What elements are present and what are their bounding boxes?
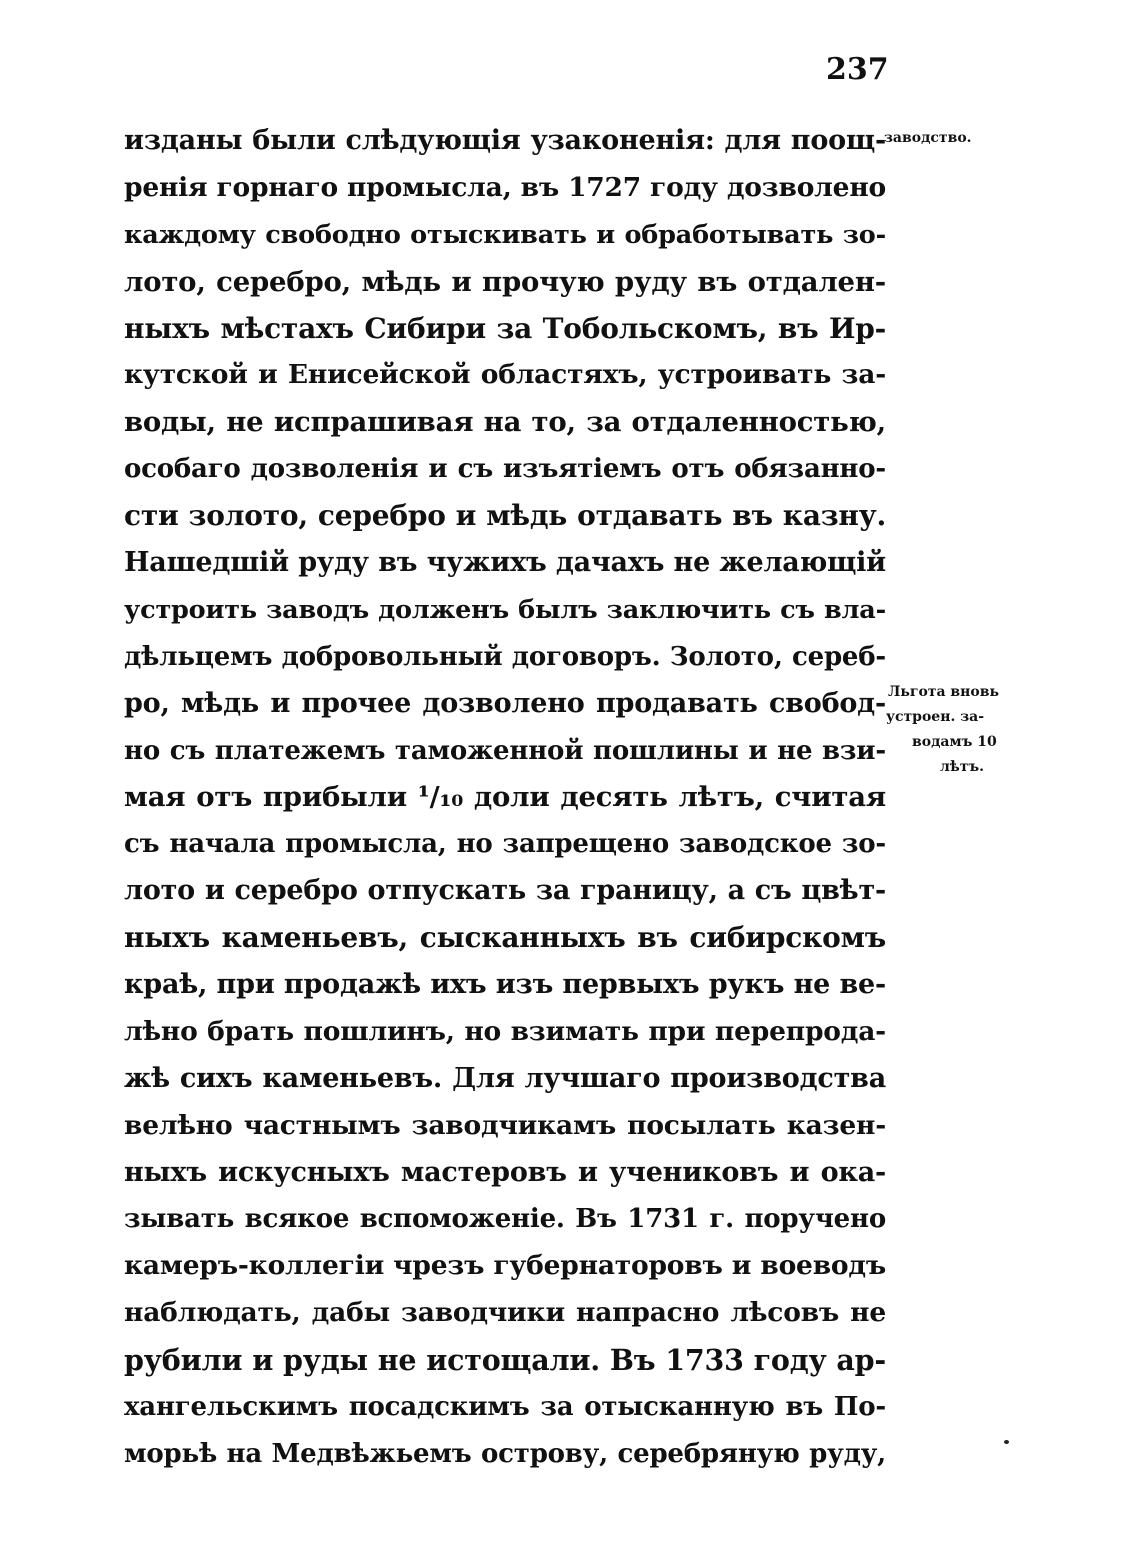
text-line: устроить заводъ долженъ былъ заключить съ вла- <box>124 594 886 625</box>
text-line: лото и серебро отпускать за границу, а съ цвѣт- <box>124 875 886 907</box>
text-line: краѣ, при продажѣ ихъ изъ первыхъ рукъ не ве- <box>124 969 886 1001</box>
text-line: каждому свободно отыскивать и обработывать зо- <box>124 219 886 250</box>
text-line: зывать всякое вспоможеніе. Въ 1731 г. поручено <box>124 1204 886 1235</box>
text-line: хангельскимъ посадскимъ за отысканную въ По- <box>124 1392 886 1423</box>
body-text <box>124 118 886 1478</box>
margin-note-line: водамъ 10 <box>912 734 997 750</box>
text-line: морьѣ на Медвѣжьемъ острову, серебряную руду, <box>124 1438 886 1469</box>
ink-speck <box>1004 1440 1009 1444</box>
margin-note-line: лѣтъ. <box>940 759 985 775</box>
text-line: лото, серебро, мѣдь и прочую руду въ отдален- <box>124 265 886 298</box>
text-line: воды, не испрашивая на то, за отдаленностью, <box>124 406 886 439</box>
text-line: камеръ-коллегіи чрезъ губернаторовъ и воеводъ <box>124 1250 886 1282</box>
text-line: ныхъ мѣстахъ Сибири за Тобольскомъ, въ Ир- <box>124 311 886 345</box>
text-line: сти золото, серебро и мѣдь отдавать въ казну. <box>124 499 886 533</box>
margin-note-production: заводство. <box>884 130 972 146</box>
text-line: особаго дозволенія и съ изъятіемъ отъ обязанно- <box>124 454 886 485</box>
text-line: велѣно частнымъ заводчикамъ посылать казен- <box>124 1109 886 1141</box>
text-line: ренія горнаго промысла, въ 1727 году дозволено <box>124 171 886 203</box>
text-line: но съ платежемъ таможенной пошлины и не взи- <box>124 735 886 766</box>
margin-note-line: Льгота вновь <box>888 684 999 700</box>
margin-note-privilege <box>880 680 1020 780</box>
text-line: лѣно брать пошлинъ, но взимать при перепрода- <box>124 1015 886 1047</box>
text-line: изданы были слѣдующія узаконенія: для поощ- <box>124 125 886 156</box>
text-line: рубили и руды не истощали. Въ 1733 году ар- <box>124 1343 886 1378</box>
text-line: ро, мѣдь и прочее дозволено продавать свобод- <box>124 687 886 719</box>
page-number: 237 <box>826 52 889 87</box>
text-line: дѣльцемъ добровольный договоръ. Золото, сереб- <box>124 641 886 672</box>
text-line: жѣ сихъ каменьевъ. Для лучшаго производства <box>124 1062 886 1094</box>
text-line: Нашедшій руду въ чужихъ дачахъ не желающій <box>124 547 886 579</box>
text-line: съ начала промысла, но запрещено заводское зо- <box>124 829 886 860</box>
text-line: мая отъ прибыли ¹/₁₀ доли десять лѣтъ, считая <box>124 781 886 814</box>
text-line: ныхъ каменьевъ, сысканныхъ въ сибирскомъ <box>124 921 886 955</box>
text-line: ныхъ искусныхъ мастеровъ и учениковъ и ока- <box>124 1156 886 1188</box>
text-line: наблюдать, дабы заводчики напрасно лѣсовъ не <box>124 1297 886 1329</box>
text-line: кутской и Енисейской областяхъ, устроивать за- <box>124 359 886 391</box>
margin-note-line: устроен. за- <box>886 709 985 725</box>
